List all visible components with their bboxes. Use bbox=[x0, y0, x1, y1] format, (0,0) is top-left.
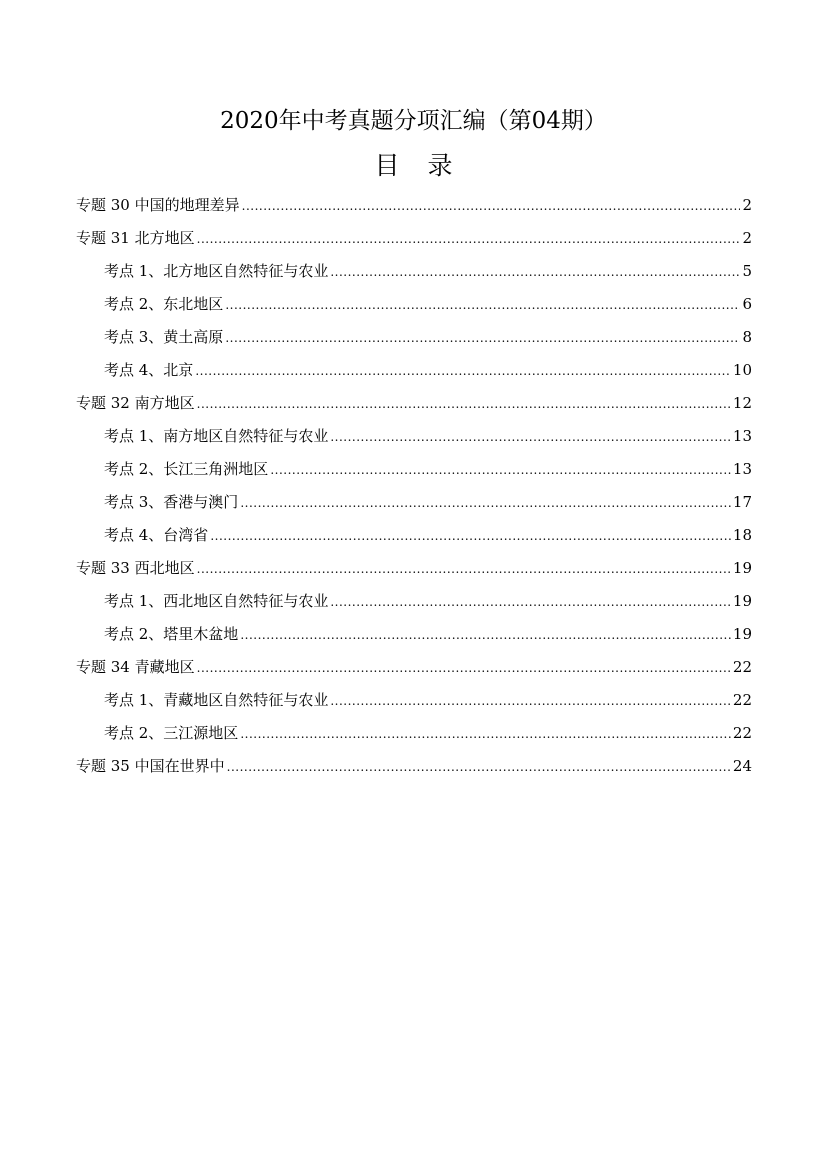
dot-leader bbox=[240, 487, 731, 520]
toc-entry-page: 22 bbox=[732, 724, 752, 742]
toc-entry-page: 12 bbox=[732, 394, 752, 412]
toc-entry-page: 10 bbox=[732, 361, 752, 379]
toc-entry-page: 8 bbox=[742, 328, 752, 346]
toc-entry-label: 专题 30 中国的地理差异 bbox=[76, 196, 240, 214]
dot-leader bbox=[197, 388, 731, 421]
toc-entry-label: 专题 33 西北地区 bbox=[76, 559, 195, 577]
toc-entry-31-point-4[interactable] bbox=[76, 354, 752, 387]
toc-entry-32-point-4[interactable] bbox=[76, 519, 752, 552]
dot-leader bbox=[330, 586, 731, 619]
toc-entry-label: 专题 35 中国在世界中 bbox=[76, 757, 225, 775]
toc-entry-32-point-1[interactable] bbox=[76, 420, 752, 453]
dot-leader bbox=[197, 553, 731, 586]
toc-entry-label: 考点 1、北方地区自然特征与农业 bbox=[104, 262, 329, 280]
toc-entry-33-point-1[interactable] bbox=[76, 585, 752, 618]
toc-entry-page: 5 bbox=[742, 262, 752, 280]
toc-entry-page: 17 bbox=[732, 493, 752, 511]
toc-entry-label: 考点 1、西北地区自然特征与农业 bbox=[104, 592, 329, 610]
toc-entry-page: 6 bbox=[742, 295, 752, 313]
dot-leader bbox=[330, 421, 731, 454]
toc-entry-34-point-2[interactable] bbox=[76, 717, 752, 750]
toc-entry-topic-35[interactable] bbox=[76, 750, 752, 783]
dot-leader bbox=[242, 190, 741, 223]
dot-leader bbox=[270, 454, 731, 487]
dot-leader bbox=[225, 289, 740, 322]
dot-leader bbox=[197, 223, 741, 256]
dot-leader bbox=[330, 256, 740, 289]
toc-entry-page: 19 bbox=[732, 625, 752, 643]
toc-entry-topic-34[interactable] bbox=[76, 651, 752, 684]
toc-entry-page: 19 bbox=[732, 592, 752, 610]
toc-entry-label: 考点 2、东北地区 bbox=[104, 295, 224, 313]
toc-entry-31-point-1[interactable] bbox=[76, 255, 752, 288]
dot-leader bbox=[195, 355, 731, 388]
toc-entry-label: 考点 4、北京 bbox=[104, 361, 194, 379]
toc-entry-31-point-2[interactable] bbox=[76, 288, 752, 321]
toc-entry-topic-33[interactable] bbox=[76, 552, 752, 585]
toc-entry-page: 19 bbox=[732, 559, 752, 577]
toc-entry-topic-30[interactable] bbox=[76, 189, 752, 222]
toc-entry-label: 考点 2、塔里木盆地 bbox=[104, 625, 239, 643]
toc-entry-page: 13 bbox=[732, 460, 752, 478]
table-of-contents bbox=[76, 189, 752, 783]
toc-entry-page: 13 bbox=[732, 427, 752, 445]
toc-entry-label: 考点 2、长江三角洲地区 bbox=[104, 460, 269, 478]
toc-entry-page: 2 bbox=[742, 196, 752, 214]
toc-entry-32-point-3[interactable] bbox=[76, 486, 752, 519]
toc-entry-label: 考点 4、台湾省 bbox=[104, 526, 209, 544]
toc-entry-label: 专题 34 青藏地区 bbox=[76, 658, 195, 676]
dot-leader bbox=[225, 322, 740, 355]
toc-entry-page: 2 bbox=[742, 229, 752, 247]
toc-entry-label: 考点 1、南方地区自然特征与农业 bbox=[104, 427, 329, 445]
dot-leader bbox=[240, 619, 731, 652]
toc-entry-34-point-1[interactable] bbox=[76, 684, 752, 717]
dot-leader bbox=[210, 520, 731, 553]
dot-leader bbox=[330, 685, 731, 718]
toc-entry-label: 考点 3、香港与澳门 bbox=[104, 493, 239, 511]
toc-entry-topic-31[interactable] bbox=[76, 222, 752, 255]
toc-entry-page: 22 bbox=[732, 691, 752, 709]
toc-entry-label: 专题 31 北方地区 bbox=[76, 229, 195, 247]
toc-entry-label: 考点 3、黄土高原 bbox=[104, 328, 224, 346]
toc-entry-label: 考点 1、青藏地区自然特征与农业 bbox=[104, 691, 329, 709]
toc-heading: 目 录 bbox=[374, 151, 463, 180]
toc-entry-32-point-2[interactable] bbox=[76, 453, 752, 486]
toc-entry-31-point-3[interactable] bbox=[76, 321, 752, 354]
document-title: 2020年中考真题分项汇编（第04期） bbox=[220, 108, 607, 134]
dot-leader bbox=[227, 751, 731, 784]
dot-leader bbox=[240, 718, 731, 751]
toc-entry-page: 18 bbox=[732, 526, 752, 544]
toc-entry-page: 22 bbox=[732, 658, 752, 676]
toc-entry-page: 24 bbox=[732, 757, 752, 775]
toc-entry-label: 考点 2、三江源地区 bbox=[104, 724, 239, 742]
toc-entry-33-point-2[interactable] bbox=[76, 618, 752, 651]
toc-entry-label: 专题 32 南方地区 bbox=[76, 394, 195, 412]
dot-leader bbox=[197, 652, 731, 685]
toc-entry-topic-32[interactable] bbox=[76, 387, 752, 420]
